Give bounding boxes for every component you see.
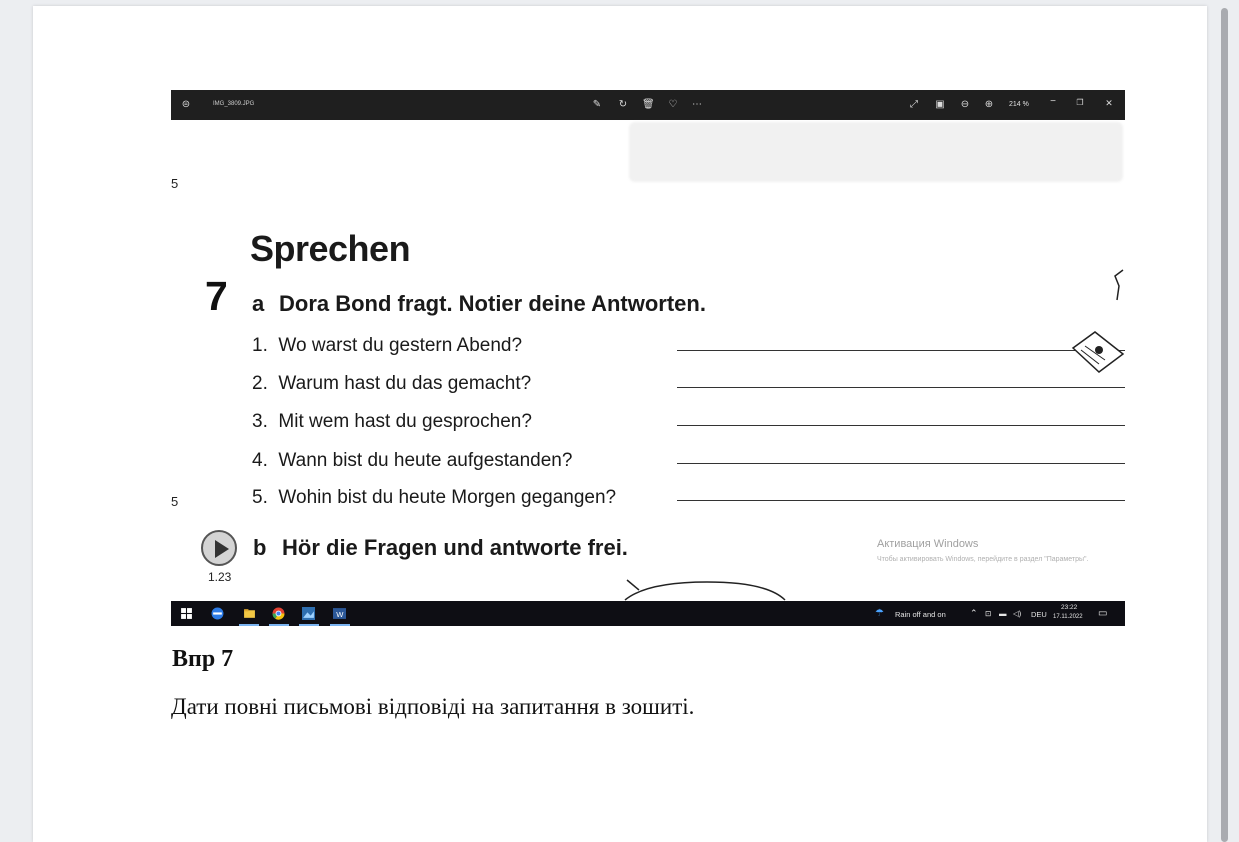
app-logo-icon: ⊜ bbox=[181, 99, 191, 110]
svg-text:W: W bbox=[336, 609, 344, 619]
edit-icon[interactable]: ✎ bbox=[592, 99, 602, 110]
weather-icon[interactable]: ☂ bbox=[875, 608, 884, 619]
active-indicator bbox=[299, 624, 319, 626]
margin-number: 5 bbox=[171, 494, 179, 509]
question-text: Wo warst du gestern Abend? bbox=[278, 335, 523, 356]
section-heading: Sprechen bbox=[250, 228, 411, 269]
windows-start-icon[interactable] bbox=[180, 607, 193, 620]
close-button[interactable]: ✕ bbox=[1105, 98, 1113, 108]
question-text: Warum hast du das gemacht? bbox=[278, 373, 532, 394]
active-indicator bbox=[239, 624, 259, 626]
question-number: 5. bbox=[252, 487, 268, 508]
minimize-button[interactable]: − bbox=[1050, 96, 1056, 107]
exercise-number: 7 bbox=[205, 273, 228, 319]
clock-time[interactable]: 23:22 bbox=[1061, 604, 1078, 611]
part-b-title: Hör die Fragen und antworte frei. bbox=[282, 535, 628, 560]
chrome-icon[interactable] bbox=[272, 607, 285, 620]
answer-line bbox=[677, 463, 1125, 464]
blurred-region bbox=[629, 122, 1123, 182]
exercise-caption-title: Впр 7 bbox=[172, 646, 234, 672]
question-text: Wann bist du heute aufgestanden? bbox=[278, 450, 573, 471]
active-indicator bbox=[269, 624, 289, 626]
photos-icon[interactable] bbox=[302, 607, 315, 620]
question-item bbox=[252, 335, 522, 357]
part-b-letter: b bbox=[253, 535, 267, 560]
audio-track-number: 1.23 bbox=[208, 570, 232, 584]
answer-line bbox=[677, 350, 1125, 351]
question-item bbox=[252, 487, 616, 509]
answer-line bbox=[677, 387, 1125, 388]
rotate-icon[interactable]: ↻ bbox=[618, 99, 628, 110]
part-a-title: Dora Bond fragt. Notier deine Antworten. bbox=[279, 291, 706, 316]
zoom-in-icon[interactable]: ⊕ bbox=[984, 99, 994, 110]
question-item bbox=[252, 411, 532, 433]
tray-chevron-icon[interactable]: ⌃ bbox=[970, 608, 978, 618]
file-name: IMG_3809.JPG bbox=[213, 101, 255, 107]
fit-icon[interactable]: ▣ bbox=[935, 99, 945, 110]
task-view-icon[interactable] bbox=[211, 607, 224, 620]
clock-date[interactable]: 17.11.2022 bbox=[1053, 614, 1083, 620]
question-item bbox=[252, 373, 531, 395]
notifications-icon[interactable]: ▭ bbox=[1098, 608, 1108, 619]
question-item bbox=[252, 450, 572, 472]
part-a-letter: a bbox=[252, 291, 265, 316]
question-number: 2. bbox=[252, 373, 268, 394]
answer-line bbox=[677, 500, 1125, 501]
file-explorer-icon[interactable] bbox=[243, 607, 256, 620]
margin-number: 5 bbox=[171, 176, 179, 191]
speech-bubble bbox=[617, 578, 787, 602]
drawing-fragment bbox=[1111, 266, 1125, 306]
answer-line bbox=[677, 425, 1125, 426]
input-language[interactable]: DEU bbox=[1031, 610, 1047, 619]
question-number: 1. bbox=[252, 335, 268, 356]
zoom-out-icon[interactable]: ⊖ bbox=[960, 99, 970, 110]
zoom-level: 214 % bbox=[1009, 101, 1029, 108]
active-indicator bbox=[330, 624, 350, 626]
favorite-icon[interactable]: ♡ bbox=[668, 99, 678, 110]
battery-icon[interactable]: ▬ bbox=[999, 609, 1007, 618]
weather-status[interactable]: Rain off and on bbox=[895, 610, 946, 619]
newspaper-illustration bbox=[1069, 328, 1125, 378]
question-text: Mit wem hast du gesprochen? bbox=[278, 411, 532, 432]
windows-taskbar bbox=[171, 601, 1125, 626]
network-icon[interactable]: ⊡ bbox=[985, 609, 992, 618]
delete-icon[interactable]: 🗑 bbox=[642, 99, 655, 110]
windows-activation-subtitle: Чтобы активировать Windows, перейдите в раздел "Параметры". bbox=[877, 556, 1089, 563]
question-text: Wohin bist du heute Morgen gegangen? bbox=[278, 487, 617, 508]
embedded-screenshot bbox=[171, 90, 1125, 626]
word-icon[interactable] bbox=[333, 607, 346, 620]
windows-activation-title: Активация Windows bbox=[877, 538, 979, 550]
audio-play-icon bbox=[201, 530, 237, 566]
exercise-caption-text: Дати повні письмові відповіді на запитання в зошиті. bbox=[171, 694, 695, 719]
more-icon[interactable]: ⋯ bbox=[692, 99, 702, 110]
question-number: 3. bbox=[252, 411, 268, 432]
expand-icon[interactable]: ⤢ bbox=[910, 99, 918, 110]
vertical-scrollbar[interactable] bbox=[1221, 8, 1228, 842]
volume-icon[interactable]: ◁) bbox=[1013, 609, 1022, 618]
photo-viewer-toolbar bbox=[171, 90, 1125, 120]
question-number: 4. bbox=[252, 450, 268, 471]
restore-button[interactable]: ❐ bbox=[1076, 98, 1084, 107]
